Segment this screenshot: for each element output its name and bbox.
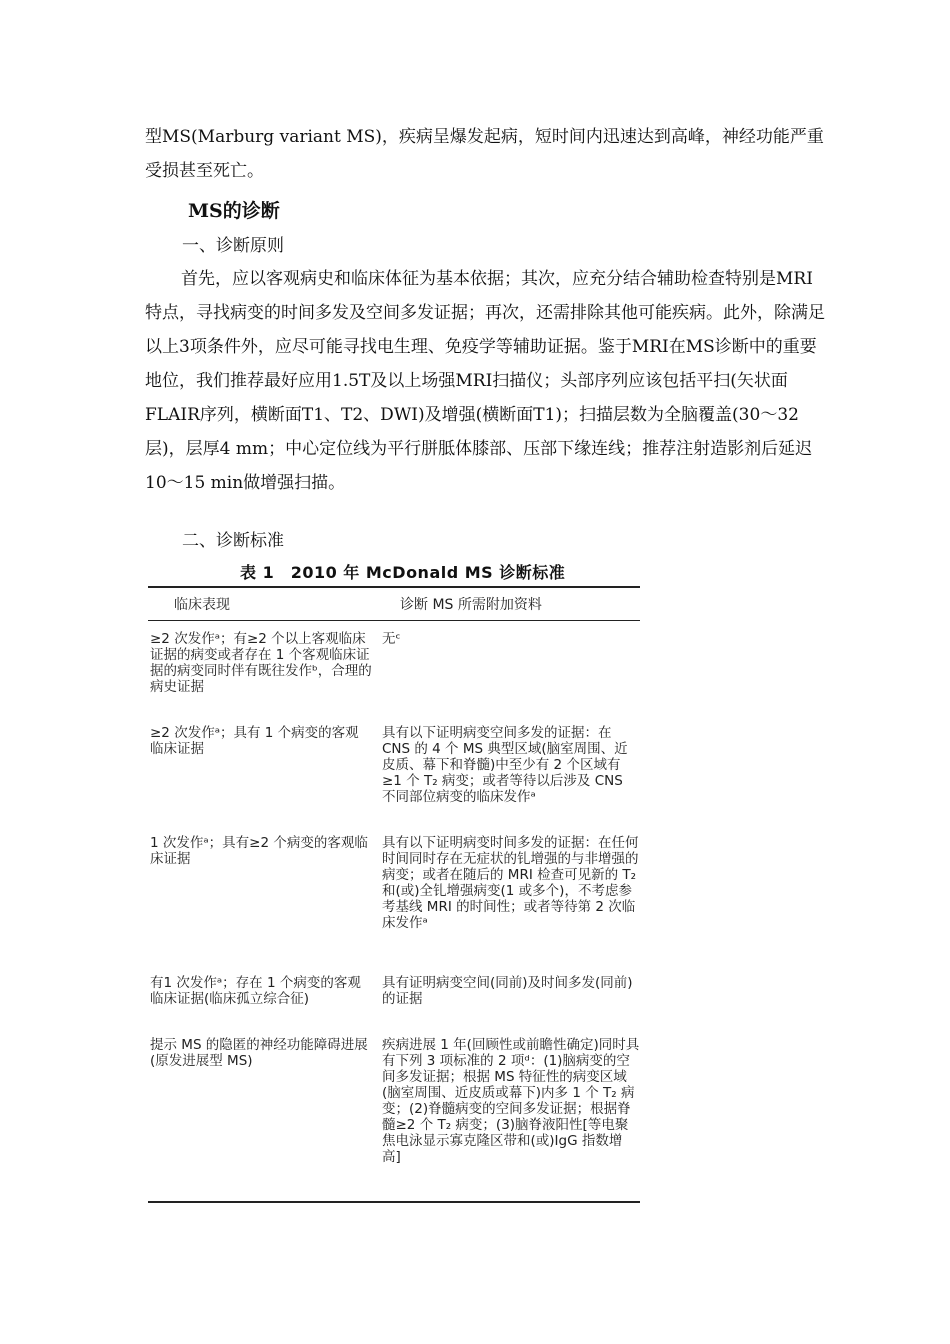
cell-additional: 无ᶜ (382, 631, 401, 647)
cell-additional: 具有以下证明病变时间多发的证据：在任何时间同时存在无症状的钆增强的与非增强的病变；或者在随后的 MRI 检查可见新的 T₂ 和(或)全钆增强病变(1 或多个)，不考虑参考基线 MRI 的时间性；或者等待第 2 次临床发作ᵃ (382, 835, 639, 931)
header-clinical: 临床表现 (174, 597, 230, 613)
table-row (148, 631, 640, 715)
table-header-rule (148, 620, 640, 621)
cell-additional: 疾病进展 1 年(回顾性或前瞻性确定)同时具有下列 3 项标准的 2 项ᵈ：(1)脑病变的空间多发证据；根据 MS 特征性的病变区域(脑室周围、近皮质或幕下)内多 1 个 T₂ 病变；(2)脊髓病变的空间多发证据；根据脊髓≥2 个 T₂ 病变；(3)脑脊液阳性[等电聚焦电泳显示寡克隆区带和(或)IgG 指数增高] (382, 1037, 640, 1165)
subsection-diagnostic-principles: 一、诊断原则 (182, 236, 284, 256)
table-row (148, 835, 640, 963)
table-title: 表 1 2010 年 McDonald MS 诊断标准 (240, 563, 566, 582)
principles-paragraph: 首先，应以客观病史和临床体征为基本依据；其次，应充分结合辅助检查特别是MRI特点，寻找病变的时间多发及空间多发证据；再次，还需排除其他可能疾病。此外，除满足以上3项条件外，应尽可能寻找电生理、免疫学等辅助证据。鉴于MRI在MS诊断中的重要地位，我们推荐最好应用1.5T及以上场强MRI扫描仪；头部序列应该包括平扫(矢状面FLAIR序列，横断面T1、T2、DWI)及增强(横断面T1)；扫描层数为全脑覆盖(30～32层)，层厚4 mm；中心定位线为平行胼胝体膝部、压部下缘连线；推荐注射造影剂后延迟10～15 min做增强扫描。 (145, 269, 825, 493)
table-row (148, 725, 640, 821)
table-header-row (148, 588, 640, 620)
section-heading: MS的诊断 (188, 200, 280, 222)
subsection-diagnostic-criteria: 二、诊断标准 (182, 531, 284, 551)
cell-clinical: 提示 MS 的隐匿的神经功能障碍进展(原发进展型 MS) (150, 1037, 368, 1069)
header-additional: 诊断 MS 所需附加资料 (400, 597, 542, 613)
cell-clinical: ≥2 次发作ᵃ；具有 1 个病变的客观临床证据 (150, 725, 359, 757)
cell-clinical: 1 次发作ᵃ；具有≥2 个病变的客观临床证据 (150, 835, 368, 867)
cell-additional: 具有以下证明病变空间多发的证据：在 CNS 的 4 个 MS 典型区域(脑室周围、近皮质、幕下和脊髓)中至少有 2 个区域有≥1 个 T₂ 病变；或者等待以后涉及 CNS 不同部位病变的临床发作ᵃ (382, 725, 628, 805)
cell-additional: 具有证明病变空间(同前)及时间多发(同前)的证据 (382, 975, 633, 1007)
table-row (148, 975, 640, 1025)
criteria-table (148, 586, 640, 1203)
intro-paragraph: 型MS(Marburg variant MS)，疾病呈爆发起病，短时间内迅速达到高峰，神经功能严重受损甚至死亡。 (145, 127, 824, 181)
cell-clinical: 有1 次发作ᵃ；存在 1 个病变的客观临床证据(临床孤立综合征) (150, 975, 361, 1007)
table-bottom-rule (148, 1201, 640, 1203)
table-row (148, 1037, 640, 1197)
cell-clinical: ≥2 次发作ᵃ；有≥2 个以上客观临床证据的病变或者存在 1 个客观临床证据的病变同时伴有既往发作ᵇ，合理的病史证据 (150, 631, 372, 695)
